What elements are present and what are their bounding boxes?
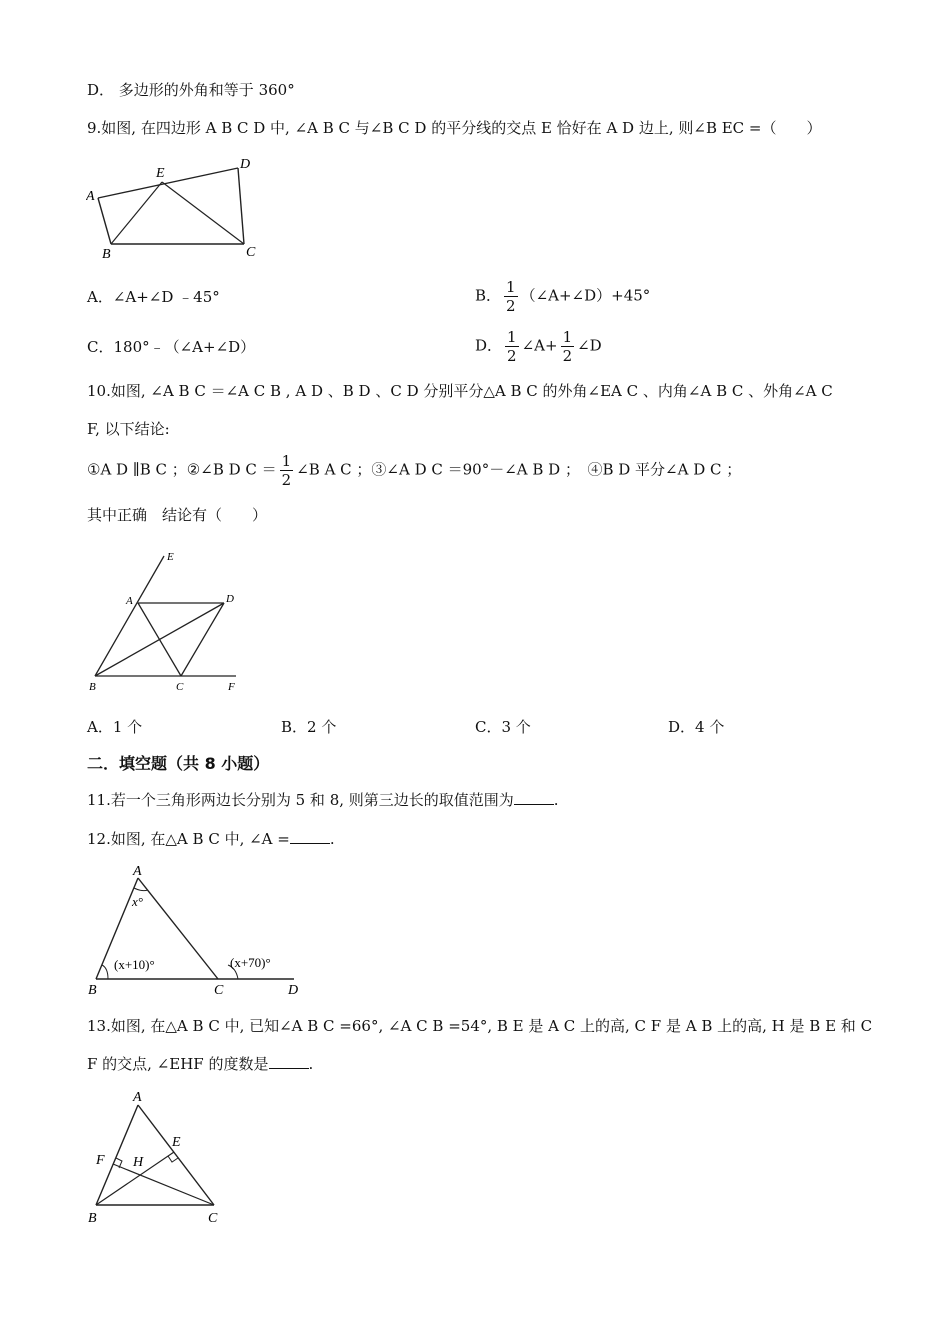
q13-label-c: C <box>208 1211 218 1226</box>
q13-stem-line1: 13.如图, 在△A B C 中, 已知∠A B C =66°, ∠A C B =54°, B E 是 A C 上的高, C F 是 A B 上的高, H 是 B E 和 C <box>87 1017 873 1035</box>
q13-stem-line2 <box>87 1054 313 1074</box>
q10-option-a: A．1 个 <box>87 718 143 736</box>
q10-stem-line1: 10.如图, ∠A B C ＝∠A C B , A D 、B D 、C D 分别平分△A B C 的外角∠EA C 、内角∠A B C 、外角∠A C <box>87 382 833 400</box>
q10-figure <box>86 548 246 698</box>
q10-label-d: D <box>226 593 234 605</box>
fraction-num: 1 <box>281 452 292 470</box>
q10-label-e: E <box>167 551 174 563</box>
q13-label-e: E <box>172 1135 181 1150</box>
q10-label-b: B <box>89 681 96 693</box>
q9-option-b-prefix: B． <box>475 286 502 305</box>
q10-option-b: B．2 个 <box>281 718 337 736</box>
q10-label-c: C <box>176 681 184 693</box>
q12-stem <box>87 829 335 849</box>
q10-option-c: C．3 个 <box>475 718 531 736</box>
q10-conclusion-part1: ①A D ∥B C ；②∠B D C ＝ <box>87 460 277 479</box>
q9-label-d: D <box>240 157 251 172</box>
q12-label-b: B <box>88 983 97 998</box>
q10-label-a: A <box>126 595 133 607</box>
q9-option-d <box>475 328 602 365</box>
q12-stem-text: 12.如图, 在△A B C 中, ∠A = <box>87 830 290 848</box>
q12-angle-c: (x+70)° <box>230 955 271 970</box>
q10-label-f: F <box>228 681 235 693</box>
fraction-den: 2 <box>507 347 517 365</box>
q11-end: . <box>553 791 559 809</box>
fraction-den: 2 <box>562 347 573 365</box>
q9-option-d-suffix: ∠D <box>577 336 602 355</box>
q9-label-e: E <box>156 166 165 181</box>
answer-blank <box>269 1054 309 1069</box>
q13-label-f: F <box>96 1153 105 1168</box>
q10-conclusion-part2: ∠B A C ；③∠A D C ＝90°－∠A B D ； ④B D 平分∠A D C ； <box>296 460 742 479</box>
fraction-num: 1 <box>507 328 517 346</box>
q9-option-a: A．∠A+∠D ﹣45° <box>87 288 220 306</box>
q12-label-c: C <box>214 983 224 998</box>
q12-label-d: D <box>288 983 299 998</box>
q9-option-c: C．180°﹣（∠A+∠D） <box>87 338 256 356</box>
q9-label-c: C <box>246 245 256 260</box>
fraction-den: 2 <box>281 471 292 489</box>
q9-label-b: B <box>102 247 111 262</box>
answer-blank <box>290 829 330 844</box>
q10-stem-line2: F, 以下结论: <box>87 420 170 438</box>
fraction <box>504 278 518 315</box>
q10-stem-line4: 其中正确 结论有（ ） <box>87 506 268 524</box>
q11-stem <box>87 790 559 810</box>
q12-label-a: A <box>133 864 142 879</box>
q13-end: . <box>308 1055 314 1073</box>
fraction-num: 1 <box>562 328 573 346</box>
q9-option-b-suffix: （∠A+∠D）+45° <box>520 286 651 305</box>
q11-stem-text: 11.若一个三角形两边长分别为 5 和 8, 则第三边长的取值范围为 <box>87 791 514 809</box>
fraction <box>561 328 575 365</box>
q13-label-b: B <box>88 1211 97 1226</box>
prev-option-d: D． 多边形的外角和等于 360° <box>87 81 295 99</box>
q12-figure <box>86 862 304 1000</box>
q9-label-a: A <box>86 189 95 204</box>
q9-figure <box>86 152 266 264</box>
section-heading: 二．填空题（共 8 小题） <box>87 754 270 773</box>
fraction <box>505 328 519 365</box>
q13-label-h: H <box>133 1155 144 1170</box>
q9-option-d-mid: ∠A+ <box>521 336 558 355</box>
q10-option-d: D．4 个 <box>668 718 725 736</box>
q12-angle-b: (x+10)° <box>114 957 155 972</box>
q12-angle-a: x° <box>132 894 143 909</box>
q12-end: . <box>329 830 335 848</box>
q9-option-d-prefix: D． <box>475 336 503 355</box>
answer-blank <box>514 790 554 805</box>
q9-option-b <box>475 278 650 315</box>
q13-label-a: A <box>133 1090 142 1105</box>
fraction-den: 2 <box>506 297 516 315</box>
q13-figure <box>86 1086 226 1228</box>
fraction-num: 1 <box>506 278 516 296</box>
q10-conclusions <box>87 452 741 489</box>
fraction <box>280 452 294 489</box>
q13-stem-line2-text: F 的交点, ∠EHF 的度数是 <box>87 1055 269 1073</box>
q9-stem: 9.如图, 在四边形 A B C D 中, ∠A B C 与∠B C D 的平分线的交点 E 恰好在 A D 边上, 则∠B EC =（ ） <box>87 119 822 137</box>
